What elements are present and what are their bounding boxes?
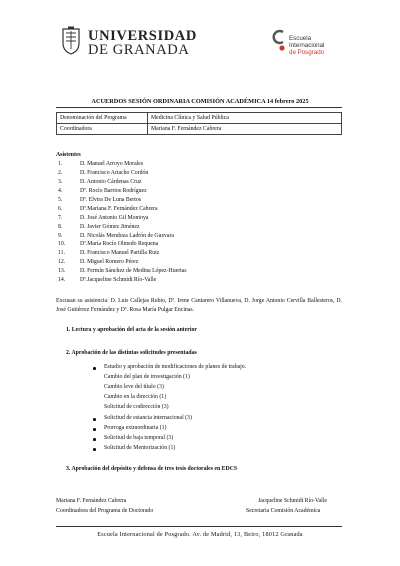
program-value: Medicina Clínica y Salud Pública (148, 113, 342, 124)
attendee-number: 5. (58, 196, 63, 203)
bullet-icon (93, 367, 96, 370)
ugr-name-line1: UNIVERSIDAD (88, 28, 197, 44)
request-item: Solicitud de Mentorización (1) (104, 445, 176, 451)
list-item (58, 169, 187, 178)
attendee-number: 12. (58, 259, 66, 266)
attendee-name: Dª. Elvira De Luna Bertos (80, 196, 142, 203)
attendee-number: 13. (58, 268, 66, 275)
bullet-icon (93, 438, 96, 441)
school-name-line2: Internacional (289, 42, 325, 49)
bullet-icon (93, 418, 96, 421)
attendee-name: D. Manuel Arroyo Morales (80, 161, 144, 167)
program-info-table (56, 112, 342, 135)
attendee-name: Dª.María Rocío Olmedo Requena (80, 241, 159, 248)
list-item (58, 214, 187, 223)
coordinator-value: Mariana F. Fernández Cabrera (148, 124, 342, 135)
list-item (58, 178, 187, 187)
attendee-number: 9. (58, 232, 63, 239)
attendee-name: D. Nicolás Mendoza Ladrón de Guevara (80, 232, 175, 239)
plan-change-item: Cambio leve del título (3) (104, 384, 164, 390)
attendee-name: D. Antonio Cárdenas Cruz (80, 178, 142, 185)
agenda-item-3: 3. Aprobación del depósito y defensa de tres tesis doctorales en EDCS (66, 466, 238, 472)
list-item (58, 223, 187, 232)
list-item (58, 160, 187, 169)
attendees-heading: Asistentes (56, 152, 81, 158)
list-item (58, 258, 187, 267)
attendee-name: D. Francisco Artacho Cordón (80, 169, 149, 176)
school-logo (270, 26, 350, 60)
agenda-item-2: 2. Aprobación de las distintas solicitudes presentadas (66, 350, 197, 356)
bullet-icon (93, 448, 96, 451)
school-mark-icon (270, 26, 286, 54)
right-signatory-name: Jacqueline Schmidt Río-Valle (258, 498, 327, 504)
attendee-number: 2. (58, 169, 63, 176)
attendees-list (58, 160, 187, 285)
attendee-name: D. Fermín Sánchez de Medina López-Huertas (80, 268, 187, 275)
plan-change-item: Solicitud de codirección (3) (104, 404, 169, 410)
attendee-number: 1. (58, 161, 63, 167)
request-item: Prorroga extraordinaria (1) (104, 425, 167, 431)
attendee-number: 7. (58, 214, 63, 221)
document-title: ACUERDOS SESIÓN ORDINARIA COMISIÓN ACADÉMICA 14 febrero 2025 (91, 98, 309, 105)
footer-divider (56, 526, 342, 527)
school-name-line1: Escuela (289, 35, 312, 42)
table-row (57, 124, 342, 135)
list-item (58, 187, 187, 196)
coordinator-key: Coordinadora (57, 124, 148, 135)
bullet-icon (93, 428, 96, 431)
attendee-name: Dª.Mariana F. Fernández Cabrera (80, 205, 158, 212)
title-divider (56, 107, 342, 108)
attendee-number: 4. (58, 187, 63, 194)
request-item: Solicitud de baja temporal (3) (104, 435, 174, 441)
plan-changes-intro: Estudio y aprobación de modificaciones de planes de trabajo. (104, 364, 247, 370)
ugr-crest-icon (60, 26, 82, 56)
attendee-name: D. Francisco Manuel Partilla Ruiz (80, 250, 160, 257)
list-item (58, 205, 187, 214)
ugr-name-line2: DE GRANADA (88, 42, 190, 58)
ugr-logo (60, 26, 197, 58)
attendee-number: 6. (58, 205, 63, 212)
program-key: Denominación del Programa (57, 113, 148, 124)
attendee-number: 8. (58, 223, 63, 230)
attendee-name: D. Javier Gómez Jiménez (80, 223, 140, 230)
excused-paragraph: Excusan su asistencia: D. Luis Callejas Rubio, Dª. Irene Cantarero Villanueva, D. Jorge Antonio Cervilla Ballesteros, D. José Gutiérrez Fernández y Dª. Rosa María Pulgar Encinas. (56, 298, 342, 313)
left-signatory-name: Mariana F. Fernández Cabrera (56, 498, 127, 504)
plan-change-item: Cambio en la dirección (1) (104, 394, 167, 400)
school-name-line3: de Posgrado (289, 49, 325, 56)
table-row (57, 113, 342, 124)
attendee-number: 3. (58, 178, 63, 185)
attendee-number: 10. (58, 241, 66, 248)
footer-address: Escuela Internacional de Posgrado. Av. de Madrid, 13, Beiro, 18012 Granada (97, 531, 303, 538)
attendee-name: D. Miguel Romero Pérez (80, 259, 139, 266)
agenda-item-1: 1. Lectura y aprobación del acta de la sesión anterior (66, 327, 197, 333)
attendee-number: 14. (58, 277, 66, 284)
attendee-name: Dª. Rocío Barrios Rodríguez (80, 187, 147, 194)
list-item (58, 249, 187, 258)
list-item (58, 240, 187, 249)
request-item: Solicitud de estancia internacional (3) (104, 415, 192, 421)
list-item (58, 276, 187, 285)
plan-change-item: Cambio del plan de investigación (1) (104, 374, 190, 380)
attendee-number: 11. (58, 250, 66, 257)
attendee-name: Dª.Jacqueline Schmidt Río-Valle (80, 277, 157, 284)
right-signatory-role: Secretaria Comisión Académica (246, 508, 321, 514)
left-signatory-role: Coordinadora del Programa de Doctorado (56, 508, 154, 514)
attendee-name: D. José Antonio Gil Montoya (80, 214, 149, 221)
list-item (58, 267, 187, 276)
list-item (58, 232, 187, 241)
list-item (58, 196, 187, 205)
